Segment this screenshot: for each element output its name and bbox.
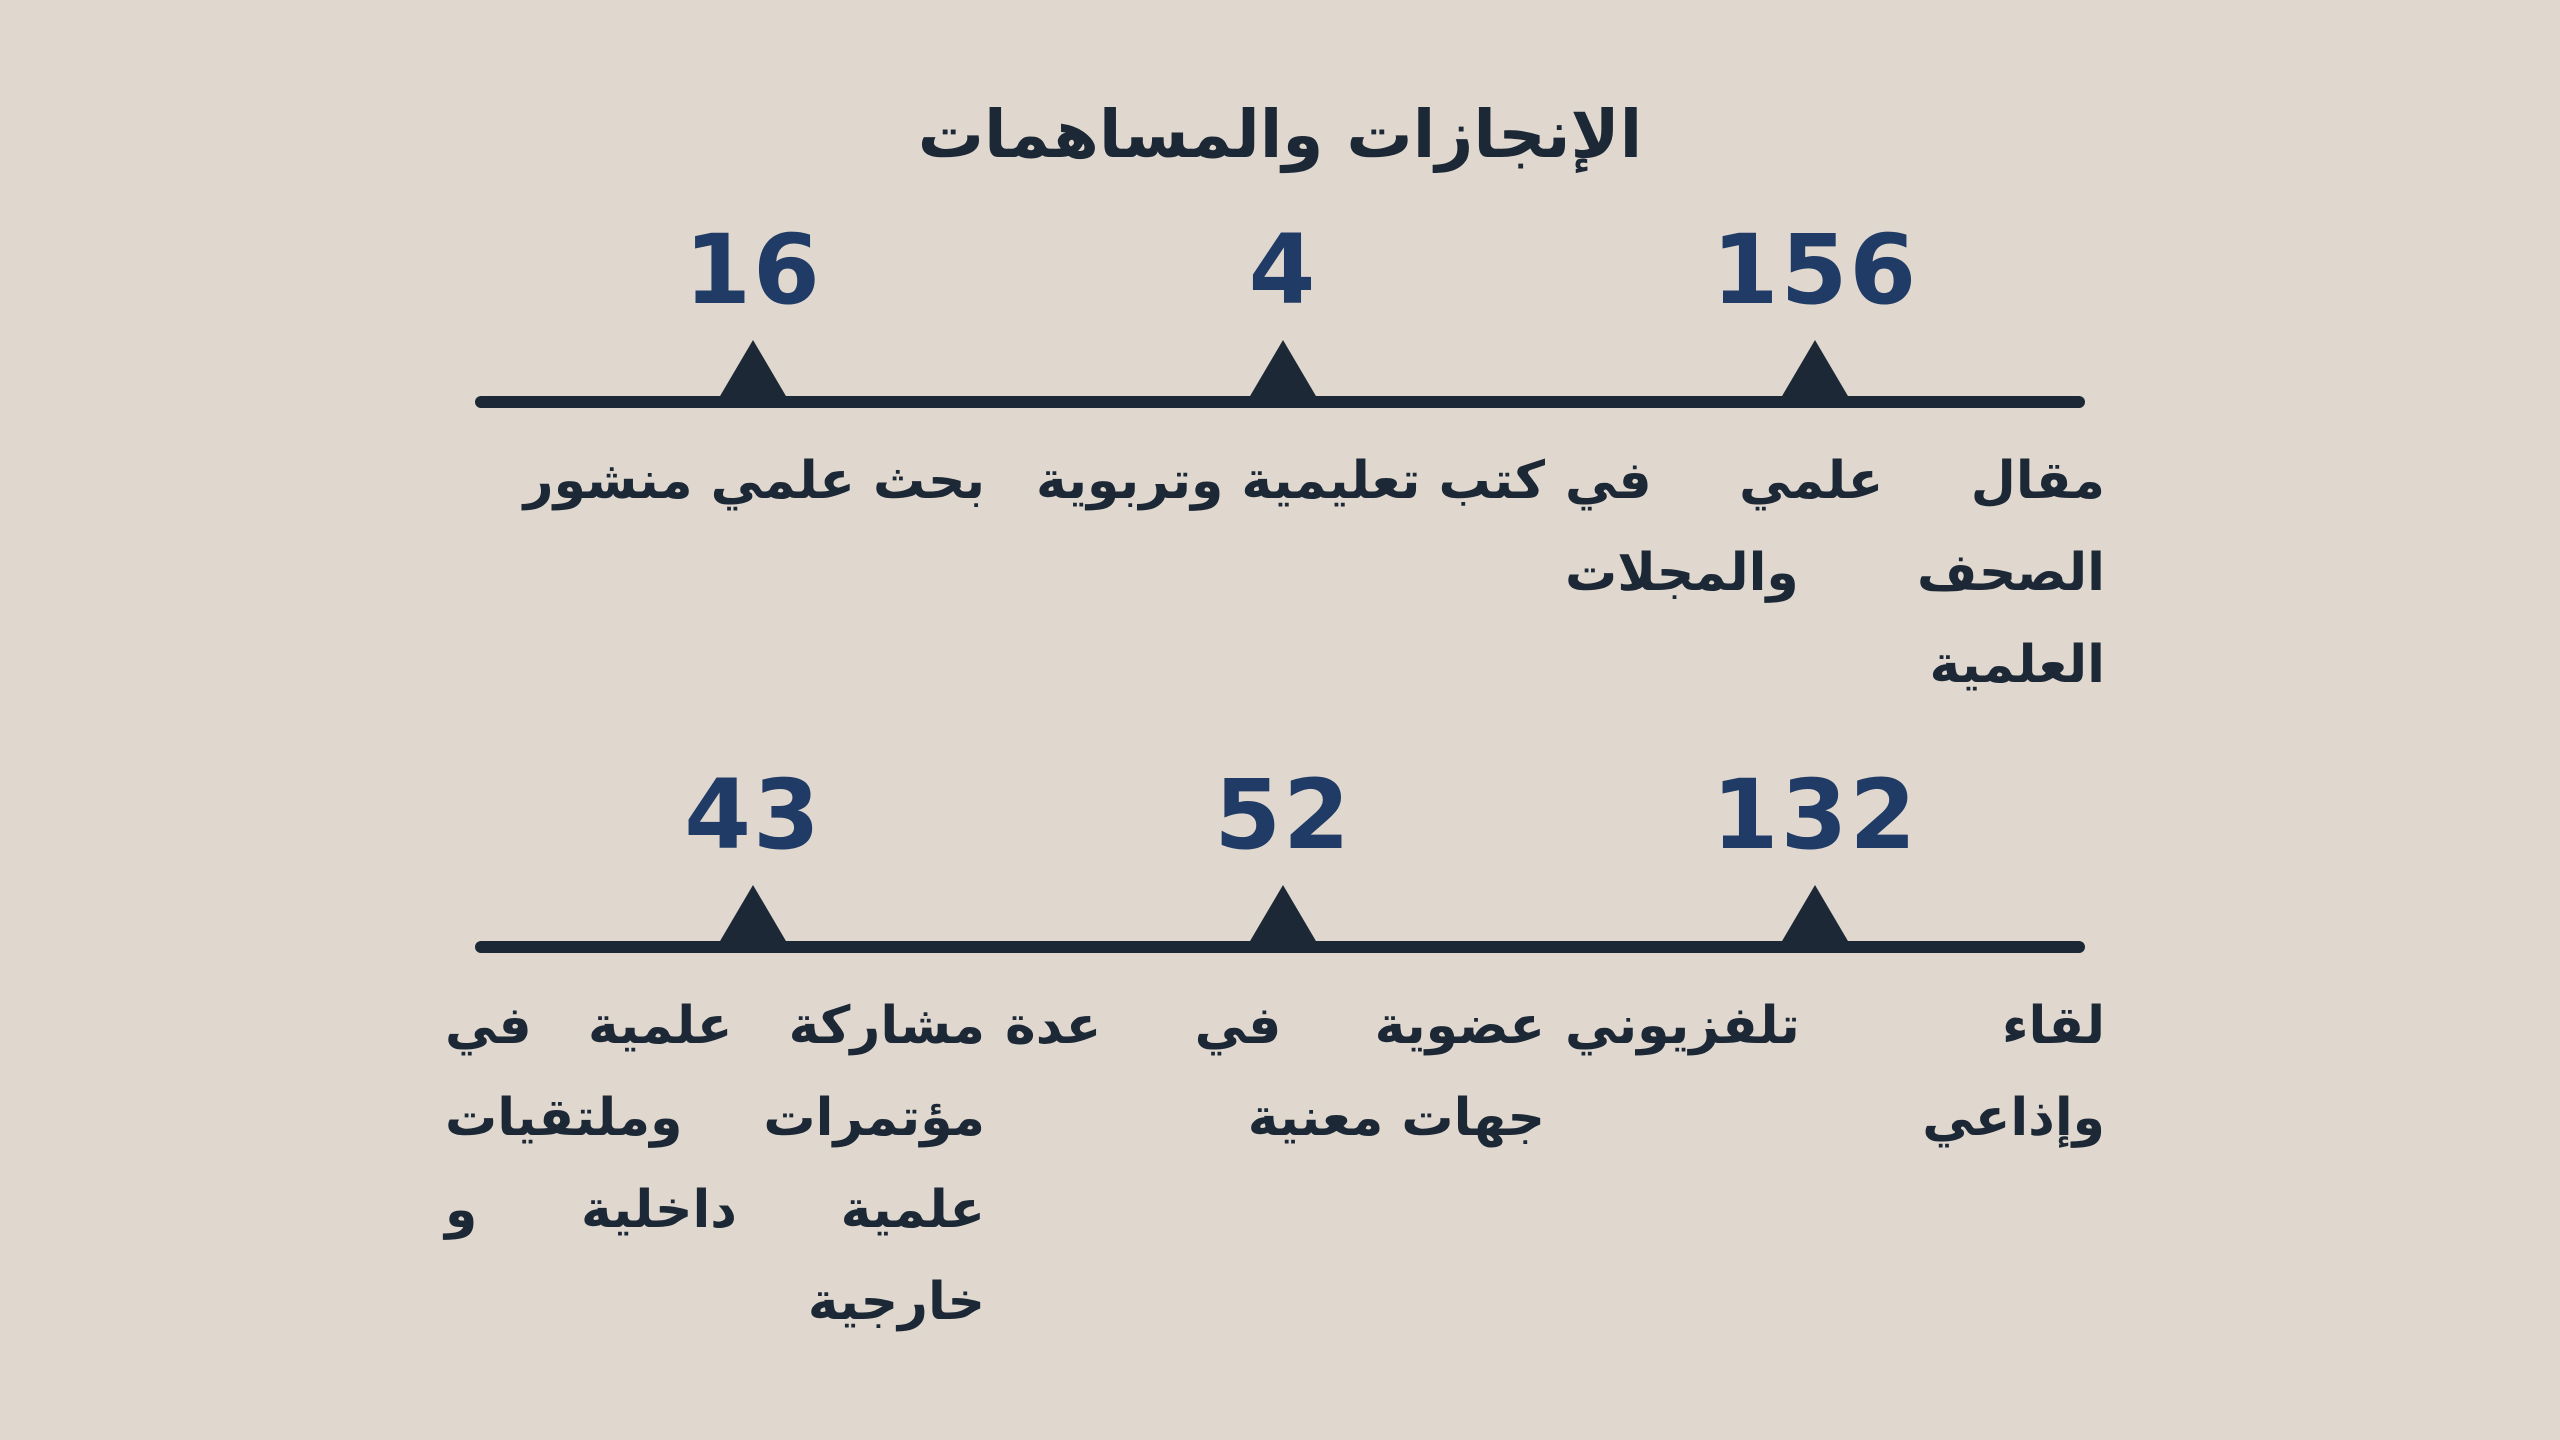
stat-label-conferences: مشاركة علمية في مؤتمرات وملتقيات علمية داخلية و خارجية bbox=[445, 996, 985, 1332]
marker-triangle-icon bbox=[1243, 340, 1323, 408]
marker-triangle-icon bbox=[1775, 340, 1855, 408]
marker-triangle-icon bbox=[1775, 885, 1855, 953]
stat-value-memberships: 52 bbox=[1214, 759, 1352, 871]
marker-triangle-icon bbox=[1243, 885, 1323, 953]
stats-row-1 bbox=[0, 210, 2560, 770]
stat-value-interviews: 132 bbox=[1711, 759, 1919, 871]
stat-label-memberships: عضوية في عدة جهات معنية bbox=[1005, 996, 1545, 1148]
marker-triangle-icon bbox=[713, 340, 793, 408]
stat-label-interviews: لقاء تلفزيوني وإذاعي bbox=[1565, 996, 2105, 1148]
stat-label-articles: مقال علمي في الصحف والمجلات العلمية bbox=[1565, 451, 2105, 695]
stat-label-research: بحث علمي منشور bbox=[523, 451, 985, 511]
stats-row-2 bbox=[0, 755, 2560, 1332]
stat-value-research: 16 bbox=[684, 214, 822, 326]
page-title: الإنجازات والمساهمات bbox=[917, 96, 1643, 173]
stat-value-conferences: 43 bbox=[684, 759, 822, 871]
marker-triangle-icon bbox=[713, 885, 793, 953]
stat-value-books: 4 bbox=[1248, 214, 1318, 326]
stat-value-articles: 156 bbox=[1711, 214, 1919, 326]
stat-label-books: كتب تعليمية وتربوية bbox=[1035, 451, 1545, 511]
